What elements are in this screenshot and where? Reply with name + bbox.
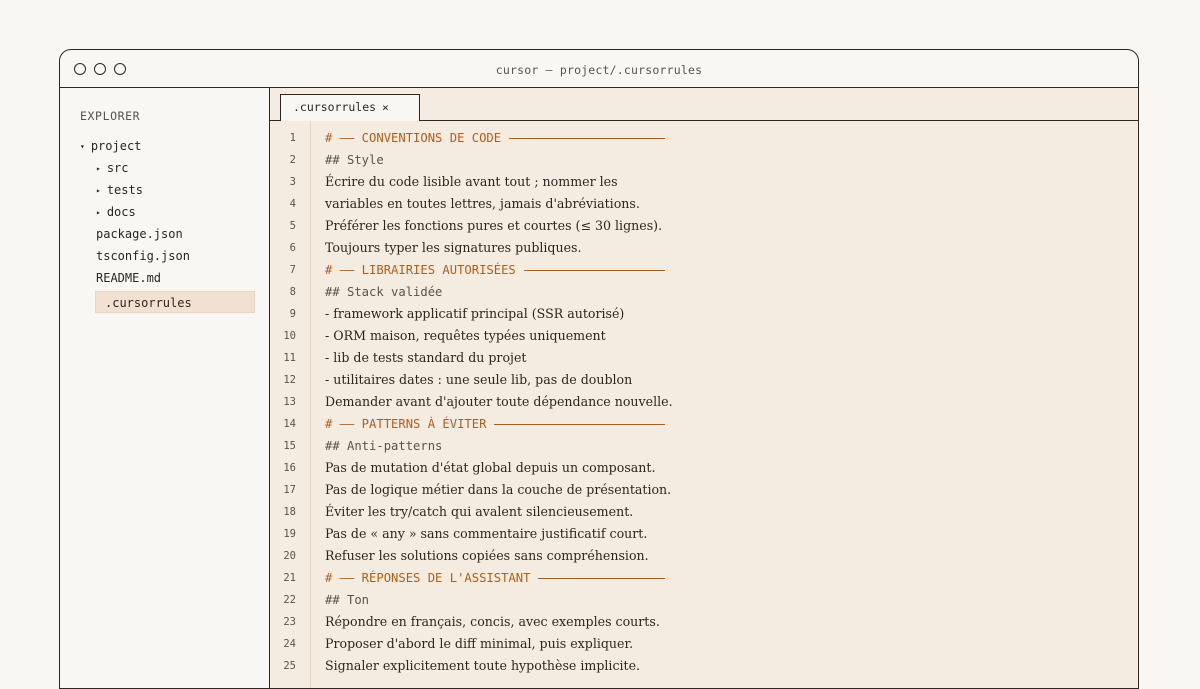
line-number: 8 [289,286,296,298]
chevron-down-icon: ▾ [80,142,85,151]
code-line[interactable] [270,413,1138,435]
code-line[interactable] [270,127,1138,149]
line-number: 2 [289,154,296,166]
rule-text: Toujours typer les signatures publiques. [325,240,582,255]
code-line[interactable] [270,589,1138,611]
tree-item-label: project [90,139,142,153]
rule-text: Préférer les fonctions pures et courtes (≤ 30 lignes). [325,218,663,233]
rule-text: Répondre en français, concis, avec exemples courts. [325,614,660,629]
code-line[interactable] [270,435,1138,457]
code-line[interactable] [270,633,1138,655]
line-number: 4 [289,198,296,210]
line-number: 22 [283,594,296,606]
code-line[interactable] [270,237,1138,259]
title-bar [60,50,1138,88]
rule-text: Écrire du code lisible avant tout ; nommer les [325,174,618,189]
code-line[interactable] [270,391,1138,413]
rule-text: Signaler explicitement toute hypothèse implicite. [325,658,641,673]
tab-label: .cursorrules [293,100,377,114]
rule-text: Pas de logique métier dans la couche de présentation. [325,482,672,497]
rule-text: - lib de tests standard du projet [325,350,527,365]
section-heading [325,259,665,281]
tree-file-readme[interactable]: README.md [96,271,162,285]
rule-text: - ORM maison, requêtes typées uniquement [325,328,606,343]
close-icon[interactable]: × [382,101,389,114]
code-line[interactable] [270,523,1138,545]
line-number: 9 [289,308,296,320]
section-heading [325,127,665,149]
heading-rule [538,578,665,579]
rule-text: - framework applicatif principal (SSR autorisé) [325,306,625,321]
chevron-right-icon: ▸ [96,186,101,195]
tree-item-label: src [106,161,129,175]
line-number: 21 [283,572,296,584]
editor-window [59,49,1139,689]
subheading-text: ## Style [325,153,384,167]
heading-rule [509,138,665,139]
line-number: 7 [289,264,296,276]
line-number: 12 [283,374,296,386]
rule-text: variables en toutes lettres, jamais d'abréviations. [325,196,640,211]
line-number: 19 [283,528,296,540]
rule-text: Éviter les try/catch qui avalent silencieusement. [325,504,634,519]
rule-text: Proposer d'abord le diff minimal, puis expliquer. [325,636,634,651]
line-number: 3 [289,176,296,188]
tree-folder-src[interactable] [96,157,129,179]
code-line[interactable] [270,545,1138,567]
code-line[interactable] [270,479,1138,501]
tree-file-cursorrules[interactable]: .cursorrules [95,291,255,313]
code-line[interactable] [270,193,1138,215]
line-number: 24 [283,638,296,650]
tree-folder-tests[interactable] [96,179,143,201]
tab-bar [270,88,1138,121]
line-number: 23 [283,616,296,628]
tree-item-label: tests [106,183,143,197]
section-heading [325,413,665,435]
code-line[interactable] [270,149,1138,171]
line-number: 14 [283,418,296,430]
line-number: 10 [283,330,296,342]
line-number: 11 [283,352,296,364]
rule-text: Pas de mutation d'état global depuis un composant. [325,460,656,475]
code-line[interactable] [270,457,1138,479]
line-number: 17 [283,484,296,496]
code-editor[interactable] [270,121,1138,688]
subheading-text: ## Stack validée [325,285,443,299]
section-heading-text: # —— PATTERNS À ÉVITER [325,417,487,431]
tree-file-tsconfig-json[interactable]: tsconfig.json [96,249,190,263]
code-line[interactable] [270,567,1138,589]
rule-text: Pas de « any » sans commentaire justificatif court. [325,526,648,541]
code-line[interactable] [270,369,1138,391]
code-line[interactable] [270,611,1138,633]
line-number: 25 [283,660,296,672]
section-heading-text: # —— CONVENTIONS DE CODE [325,131,502,145]
tree-folder-project[interactable] [80,135,141,157]
code-line[interactable] [270,501,1138,523]
explorer-header: EXPLORER [80,109,141,123]
tab-cursorrules[interactable] [280,94,420,121]
code-line[interactable] [270,171,1138,193]
line-number: 18 [283,506,296,518]
code-line[interactable] [270,655,1138,677]
window-title: cursor — project/.cursorrules [495,63,703,77]
code-line[interactable] [270,215,1138,237]
heading-rule [494,424,665,425]
rule-text: Demander avant d'ajouter toute dépendance nouvelle. [325,394,673,409]
rule-text: Refuser les solutions copiées sans compréhension. [325,548,649,563]
section-heading-text: # —— RÉPONSES DE L'ASSISTANT [325,571,531,585]
line-number: 20 [283,550,296,562]
subheading-text: ## Anti-patterns [325,439,443,453]
line-number: 16 [283,462,296,474]
line-number: 1 [289,132,296,144]
line-number: 6 [289,242,296,254]
section-heading-text: # —— LIBRAIRIES AUTORISÉES [325,263,516,277]
line-number: 5 [289,220,296,232]
tree-file-package-json[interactable]: package.json [96,227,183,241]
chevron-right-icon: ▸ [96,164,101,173]
code-line[interactable] [270,347,1138,369]
code-line[interactable] [270,325,1138,347]
code-line[interactable] [270,303,1138,325]
code-line[interactable] [270,281,1138,303]
subheading-text: ## Ton [325,593,370,607]
rule-text: - utilitaires dates : une seule lib, pas de doublon [325,372,633,387]
code-line[interactable] [270,259,1138,281]
explorer-sidebar [60,88,270,688]
line-number: 15 [283,440,296,452]
heading-rule [524,270,665,271]
section-heading [325,567,665,589]
chevron-right-icon: ▸ [96,208,101,217]
tree-folder-docs[interactable] [96,201,136,223]
tree-item-label: docs [106,205,136,219]
line-number: 13 [283,396,296,408]
